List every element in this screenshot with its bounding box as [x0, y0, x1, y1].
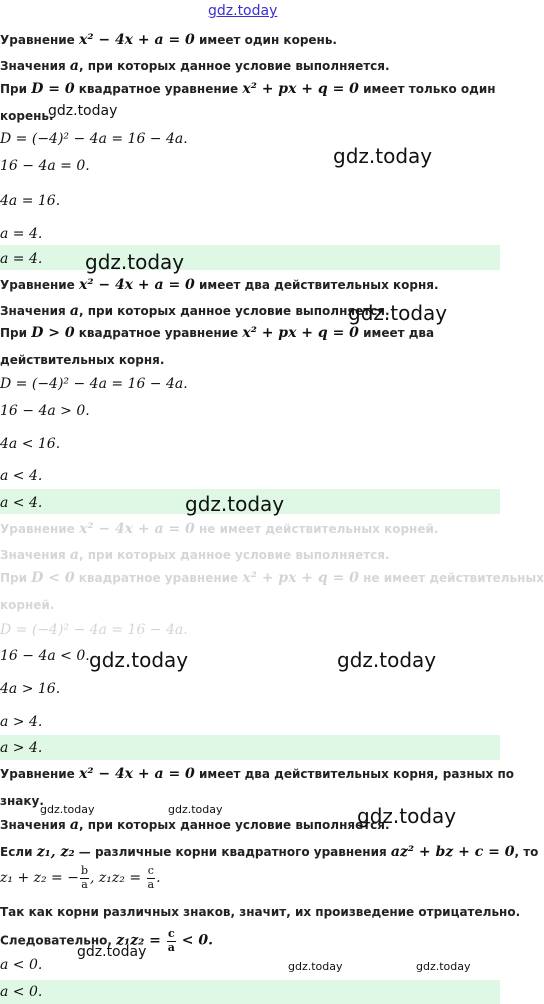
answer-highlight — [0, 980, 500, 1004]
condition-line-cont: знаку. — [0, 794, 44, 808]
values-line: Значения a, при которых данное условие выполняется. — [0, 547, 390, 563]
condition-line: Уравнение x² − 4x + a = 0 имеет два действительных корня, разных по — [0, 766, 514, 782]
math-step: a > 4. — [0, 714, 43, 730]
watermark: gdz.today — [89, 648, 189, 672]
watermark: gdz.today — [77, 944, 147, 960]
watermark: gdz.today — [337, 648, 437, 672]
math-step: D = (−4)² − 4a = 16 − 4a. — [0, 376, 188, 392]
math-step: 4a < 16. — [0, 436, 61, 452]
answer-text: a < 4. — [0, 495, 43, 511]
watermark: gdz.today — [288, 960, 343, 973]
fraction: $\frac{c}{a}$ — [167, 927, 175, 954]
answer-text: a > 4. — [0, 740, 43, 756]
rule-line-cont: действительных корня. — [0, 353, 165, 367]
rule-line: При D < 0 квадратное уравнение x² + px + q = 0 не имеет действительных — [0, 570, 544, 586]
math-step: a < 4. — [0, 468, 43, 484]
math-step: 16 − 4a = 0. — [0, 158, 90, 174]
math-step: 16 − 4a < 0. — [0, 648, 90, 664]
answer-text: a < 0. — [0, 984, 43, 1000]
fraction: $\frac{b}{a}$ — [80, 864, 89, 891]
watermark-header-link[interactable]: gdz.today — [208, 3, 278, 19]
math-step: a = 4. — [0, 226, 43, 242]
rule-line: При D > 0 квадратное уравнение x² + px + q = 0 имеет два — [0, 325, 435, 341]
math-step: D = (−4)² − 4a = 16 − 4a. — [0, 622, 188, 638]
condition-line: Уравнение x² − 4x + a = 0 имеет один корень. — [0, 32, 337, 48]
answer-highlight — [0, 245, 500, 274]
answer-text: a = 4. — [0, 251, 43, 267]
condition-line: Уравнение x² − 4x + a = 0 имеет два действительных корня. — [0, 277, 439, 293]
watermark: gdz.today — [357, 804, 457, 828]
math-step: 16 − 4a > 0. — [0, 403, 90, 419]
values-line: Значения a, при которых данное условие выполняется. — [0, 303, 390, 319]
math-step: D = (−4)² − 4a = 16 − 4a. — [0, 131, 188, 147]
reasoning-line: Так как корни различных знаков, значит, их произведение отрицательно. — [0, 905, 521, 919]
watermark: gdz.today — [348, 301, 448, 325]
watermark: gdz.today — [185, 492, 285, 516]
rule-line: Если z₁, z₂ — различные корни квадратного уравнения az² + bz + c = 0, то — [0, 844, 539, 860]
math-step: 4a = 16. — [0, 193, 61, 209]
rule-line: При D = 0 квадратное уравнение x² + px + q = 0 имеет только один — [0, 81, 496, 97]
conclusion-line: Следовательно, z₁z₂ = $\frac{c}{a}$ < 0. — [0, 927, 213, 954]
math-step: 4a > 16. — [0, 681, 61, 697]
values-line: Значения a, при которых данное условие выполняется. — [0, 58, 390, 74]
condition-line: Уравнение x² − 4x + a = 0 не имеет действительных корней. — [0, 521, 439, 537]
values-line: Значения a, при которых данное условие выполняется. — [0, 817, 390, 833]
math-step: a < 0. — [0, 957, 43, 973]
rule-line-cont: корней. — [0, 598, 55, 612]
watermark: gdz.today — [48, 103, 118, 119]
fraction: $\frac{c}{a}$ — [147, 864, 155, 891]
watermark: gdz.today — [85, 250, 185, 274]
rule-line-cont: корень. — [0, 109, 54, 123]
answer-highlight — [0, 735, 500, 760]
watermark: gdz.today — [333, 144, 433, 168]
watermark: gdz.today — [416, 960, 471, 973]
watermark: gdz.today — [40, 803, 95, 816]
vieta-formula: z₁ + z₂ = − $\frac{b}{a}$ , z₁z₂ = $\frac{c}{a}$ . — [0, 864, 161, 891]
watermark: gdz.today — [168, 803, 223, 816]
